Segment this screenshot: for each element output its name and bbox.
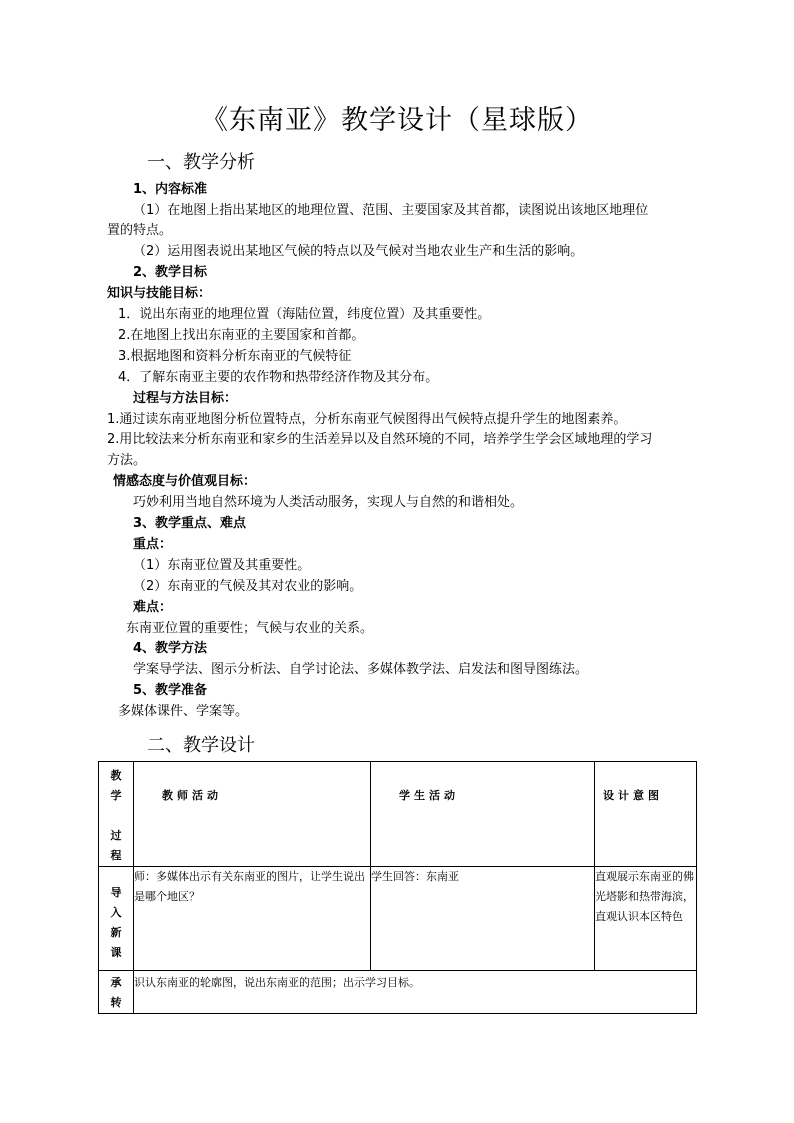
section-heading-design: 二、教学设计 bbox=[147, 735, 255, 756]
focus-item: （2）东南亚的气候及其对农业的影响。 bbox=[133, 579, 363, 594]
process-goal-1: 1.通过读东南亚地图分析位置特点，分析东南亚气候图得出气候特点提升学生的地图素养。 bbox=[107, 412, 627, 427]
knowledge-goal: 3.根据地图和资料分析东南亚的气候特征 bbox=[118, 349, 352, 364]
knowledge-goal: 1．说出东南亚的地理位置（海陆位置，纬度位置）及其重要性。 bbox=[118, 307, 491, 322]
stage-char: 导 bbox=[110, 886, 122, 899]
table-row bbox=[99, 867, 697, 971]
preparation-text: 多媒体课件、学案等。 bbox=[118, 704, 249, 719]
section-heading-analysis: 一、教学分析 bbox=[147, 152, 255, 173]
table-row bbox=[99, 971, 697, 1014]
process-goal-2-cont: 方法。 bbox=[107, 453, 147, 468]
design-intent-cell: 直观展示东南亚的佛光塔影和热带海滨，直观认识本区特色 bbox=[595, 867, 697, 971]
merged-activity-cell: 识认东南亚的轮廓图，说出东南亚的范围；出示学习目标。 bbox=[134, 971, 697, 1014]
student-activity-cell: 学生回答：东南亚 bbox=[371, 867, 595, 971]
process-header-cell bbox=[99, 762, 134, 867]
methods-text: 学案导学法、图示分析法、自学讨论法、多媒体教学法、启发法和图导图练法。 bbox=[133, 662, 589, 677]
emotion-goal: 巧妙利用当地自然环境为人类活动服务，实现人与自然的和谐相处。 bbox=[133, 495, 524, 510]
design-intent-header: 设计意图 bbox=[595, 762, 697, 867]
stage-char: 转 bbox=[110, 996, 122, 1009]
teaching-design-table bbox=[98, 761, 697, 1014]
content-standard-item1: （1）在地图上指出某地区的地理位置、范围、主要国家及其首都，读图说出该地区地理位 bbox=[133, 203, 649, 218]
page-title: 《东南亚》教学设计（星球版） bbox=[201, 105, 593, 136]
emotion-goals-heading: 情感态度与价值观目标： bbox=[113, 474, 257, 489]
teacher-activity-cell: 师：多媒体出示有关东南亚的图片，让学生说出是哪个地区？ bbox=[134, 867, 371, 971]
stage-char: 承 bbox=[110, 976, 122, 989]
knowledge-goal: 2.在地图上找出东南亚的主要国家和首都。 bbox=[118, 328, 365, 343]
process-header-char: 教 bbox=[110, 769, 122, 782]
difficulty-text: 东南亚位置的重要性；气候与农业的关系。 bbox=[126, 621, 374, 636]
process-goals-heading: 过程与方法目标： bbox=[133, 391, 238, 406]
stage-cell bbox=[99, 867, 134, 971]
stage-cell bbox=[99, 971, 134, 1014]
content-standard-heading: 1、内容标准 bbox=[133, 182, 208, 197]
process-header-char: 程 bbox=[110, 849, 122, 862]
process-header-char: 过 bbox=[110, 829, 122, 842]
objectives-heading: 2、教学目标 bbox=[133, 265, 208, 280]
focus-item: （1）东南亚位置及其重要性。 bbox=[133, 558, 311, 573]
methods-heading: 4、教学方法 bbox=[133, 641, 208, 656]
teacher-activity-header: 教师活动 bbox=[134, 762, 371, 867]
knowledge-goals-heading: 知识与技能目标： bbox=[107, 286, 212, 301]
knowledge-goal: 4．了解东南亚主要的农作物和热带经济作物及其分布。 bbox=[118, 370, 439, 385]
process-header-char bbox=[99, 806, 133, 826]
stage-char: 课 bbox=[110, 946, 122, 959]
table-header-row bbox=[99, 762, 697, 867]
preparation-heading: 5、教学准备 bbox=[133, 683, 208, 698]
difficulty-label: 难点： bbox=[133, 600, 173, 615]
stage-char: 新 bbox=[110, 926, 122, 939]
key-points-heading: 3、教学重点、难点 bbox=[133, 516, 247, 531]
content-standard-item2: （2）运用图表说出某地区气候的特点以及气候对当地农业生产和生活的影响。 bbox=[133, 244, 584, 259]
stage-char: 入 bbox=[110, 906, 122, 919]
process-goal-2: 2.用比较法来分析东南亚和家乡的生活差异以及自然环境的不同，培养学生学会区域地理的学习 bbox=[107, 432, 653, 447]
student-activity-header: 学生活动 bbox=[371, 762, 595, 867]
process-header-char: 学 bbox=[110, 789, 122, 802]
focus-label: 重点： bbox=[133, 537, 173, 552]
content-standard-item1-cont: 置的特点。 bbox=[107, 223, 173, 238]
